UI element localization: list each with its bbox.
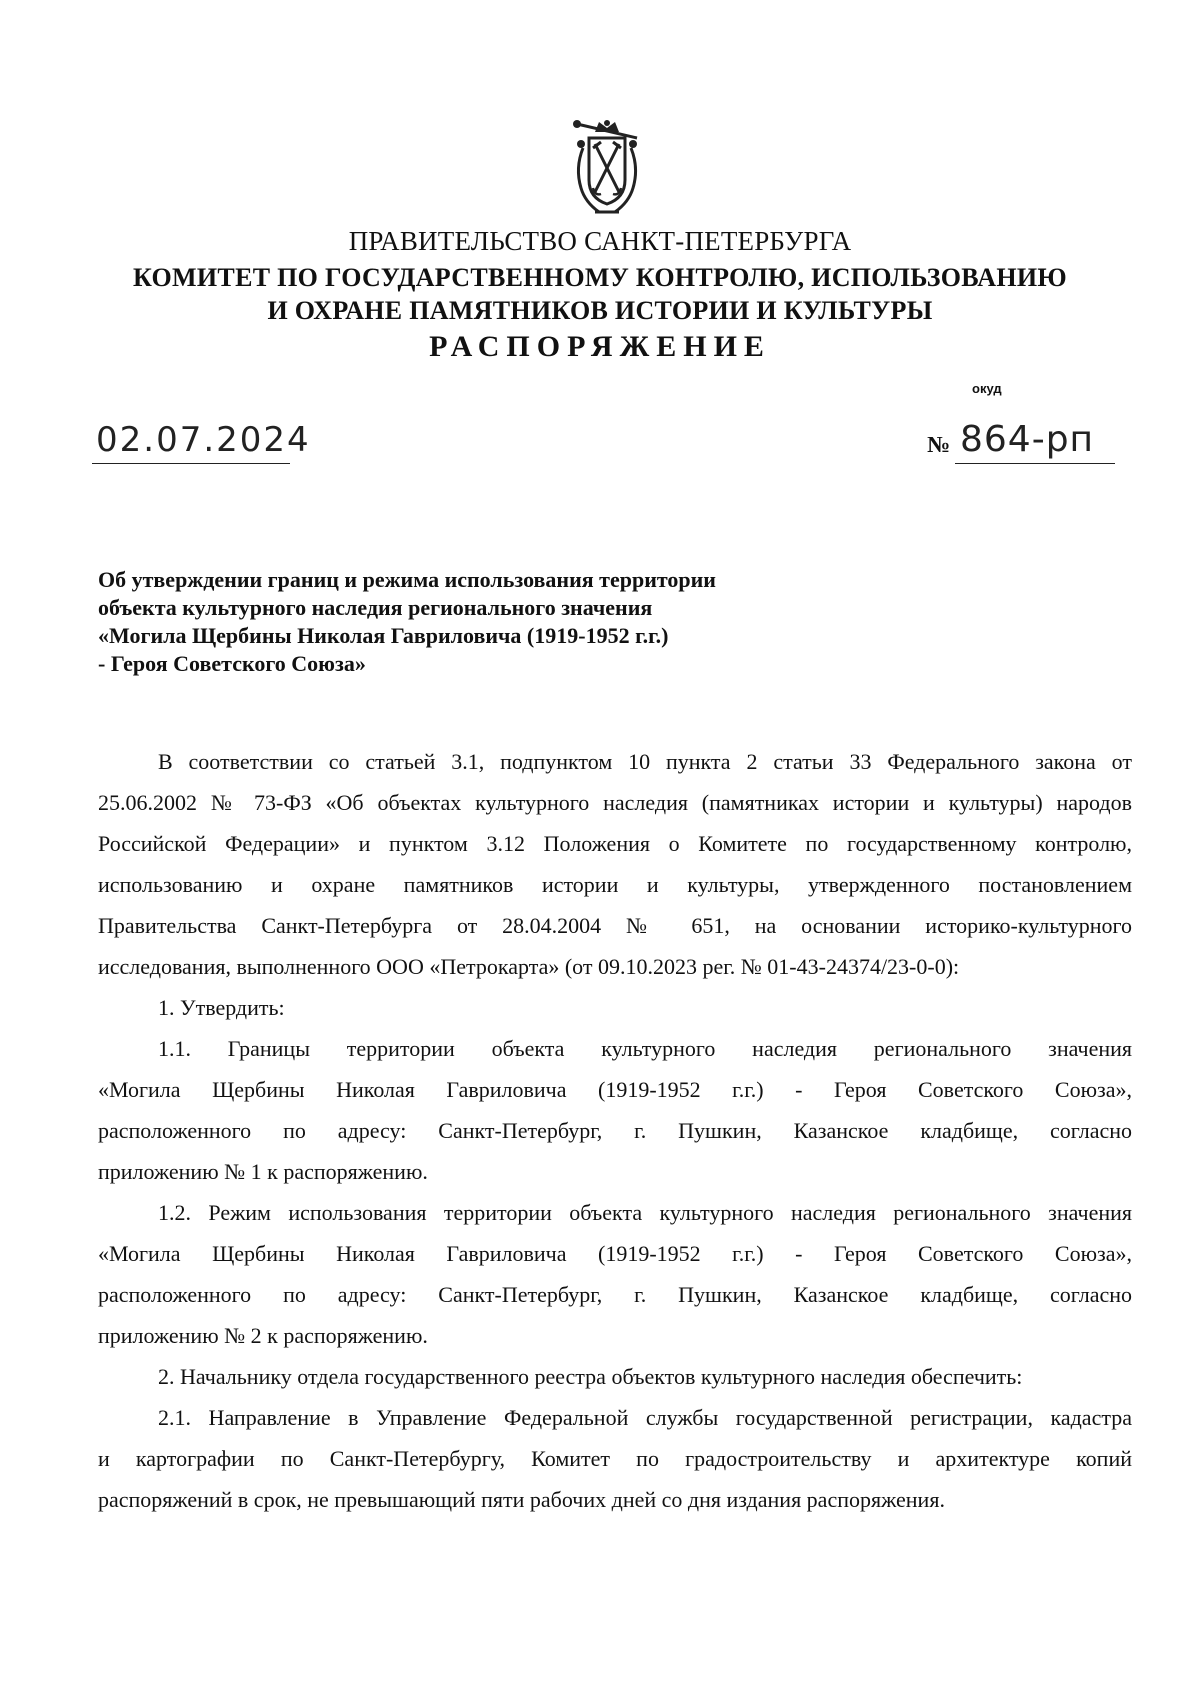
body-line: «Могила Щербины Николая Гавриловича (1919-1952 г.г.) - Героя Советского Союза», (98, 1077, 1132, 1102)
body-line: Правительства Санкт-Петербурга от 28.04.2004 № 651, на основании историко-культурного (98, 913, 1132, 938)
body-line: «Могила Щербины Николая Гавриловича (1919-1952 г.г.) - Героя Советского Союза», (98, 1241, 1132, 1266)
document-date: 02.07.2024 (96, 420, 311, 460)
document-body (98, 741, 1132, 1520)
body-paragraph (98, 987, 1132, 1028)
body-line: расположенного по адресу: Санкт-Петербург, г. Пушкин, Казанское кладбище, согласно (98, 1282, 1132, 1307)
document-subject (98, 566, 798, 678)
document-number: 864-рп (960, 419, 1095, 460)
body-line: Российской Федерации» и пунктом 3.12 Положения о Комитете по государственному контролю, (98, 831, 1132, 856)
committee-title-line: КОМИТЕТ ПО ГОСУДАРСТВЕННОМУ КОНТРОЛЮ, ИСПОЛЬЗОВАНИЮ (133, 263, 1067, 292)
body-line: 2.1. Направление в Управление Федеральной службы государственной регистрации, кадастра (158, 1405, 1132, 1430)
body-line: 2. Начальнику отдела государственного реестра объектов культурного наследия обеспечить: (158, 1364, 1023, 1389)
body-paragraph (98, 1192, 1132, 1356)
government-title: ПРАВИТЕЛЬСТВО САНКТ-ПЕТЕРБУРГА (348, 226, 852, 256)
body-paragraph (98, 1356, 1132, 1397)
body-line: 1.2. Режим использования территории объекта культурного наследия регионального значения (158, 1200, 1132, 1225)
body-paragraph (98, 1397, 1132, 1520)
body-line: использованию и охране памятников истории и культуры, утвержденного постановлением (98, 872, 1132, 897)
body-line: приложению № 1 к распоряжению. (98, 1159, 428, 1184)
body-paragraph (98, 1028, 1132, 1192)
body-line: 1.1. Границы территории объекта культурного наследия регионального значения (158, 1036, 1132, 1061)
date-underline (92, 463, 290, 464)
subject-line: «Могила Щербины Николая Гавриловича (1919-1952 г.г.) (98, 623, 669, 648)
number-underline (955, 463, 1115, 464)
document-type: РАСПОРЯЖЕНИЕ (429, 330, 771, 363)
committee-title (80, 261, 1120, 327)
number-label: № (927, 432, 951, 457)
subject-line: Об утверждении границ и режима использования территории (98, 567, 716, 592)
committee-title-line: И ОХРАНЕ ПАМЯТНИКОВ ИСТОРИИ И КУЛЬТУРЫ (267, 296, 933, 325)
subject-line: - Героя Советского Союза» (98, 651, 366, 676)
body-line: приложению № 2 к распоряжению. (98, 1323, 428, 1348)
coat-of-arms-icon (569, 118, 645, 218)
subject-line: объекта культурного наследия регионального значения (98, 595, 653, 620)
body-paragraph (98, 741, 1132, 987)
body-line: В соответствии со статьей 3.1, подпунктом 10 пункта 2 статьи 33 Федерального закона от (158, 749, 1132, 774)
body-line: и картографии по Санкт-Петербургу, Комитет по градостроительству и архитектуре копий (98, 1446, 1132, 1471)
body-line: распоряжений в срок, не превышающий пяти рабочих дней со дня издания распоряжения. (98, 1487, 945, 1512)
okud-label: окуд (972, 381, 1002, 396)
body-line: 1. Утвердить: (158, 995, 285, 1020)
body-line: 25.06.2002 № 73-ФЗ «Об объектах культурного наследия (памятниках истории и культуры) народов (98, 790, 1132, 815)
body-line: исследования, выполненного ООО «Петрокарта» (от 09.10.2023 рег. № 01-43-24374/23-0-0): (98, 954, 960, 979)
body-line: расположенного по адресу: Санкт-Петербург, г. Пушкин, Казанское кладбище, согласно (98, 1118, 1132, 1143)
